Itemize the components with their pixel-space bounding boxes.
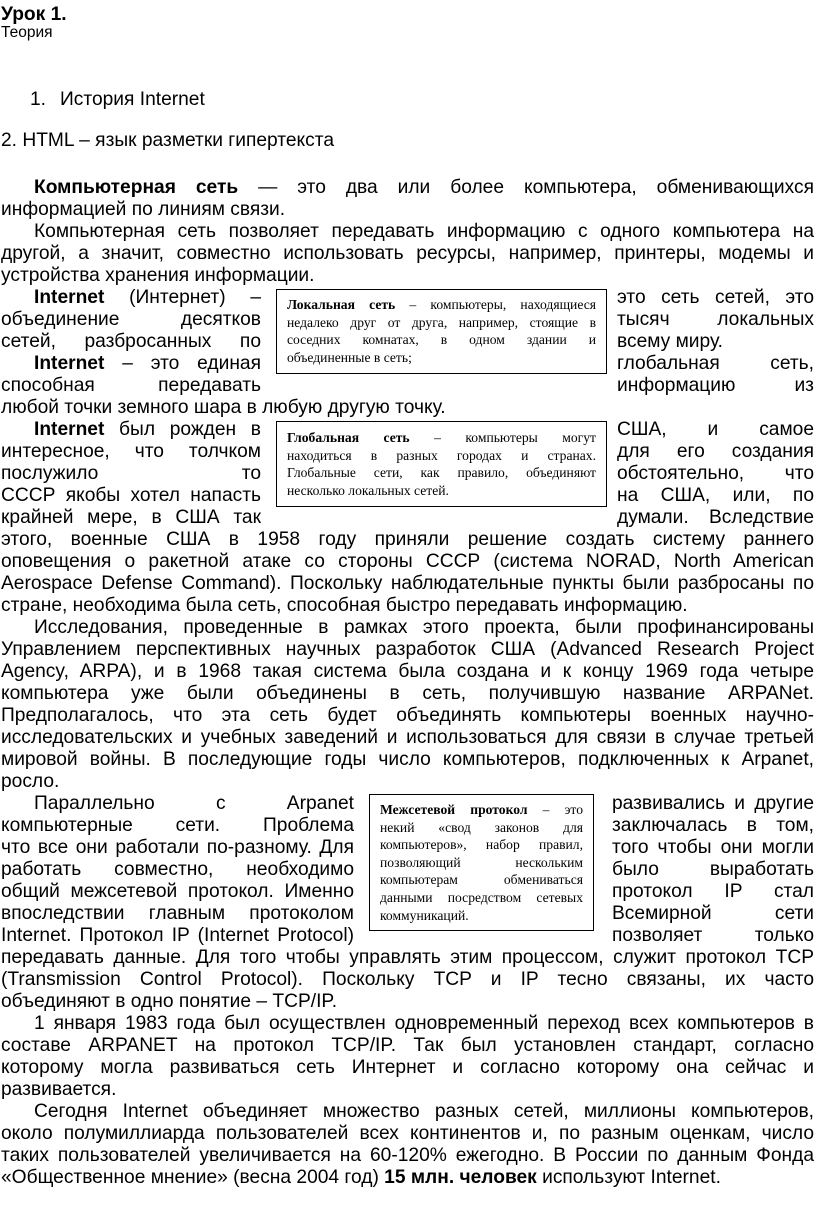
p2-line-3: устройства хранения информации. [1, 265, 315, 286]
p4-line-2-right: для его создания [617, 441, 814, 462]
p3-line-3-right: всему миру. [617, 331, 723, 352]
p6-line-9: (Transmission Control Protocol). Поскольку TCP и IP тесно связаны, их часто [1, 969, 814, 990]
box-local-line-2: недалеко друг от друга, например, стоящие в [287, 314, 596, 330]
p7-line-2: составе ARPANET на протокол TCP/IP. Так был установлен стандарт, согласно [1, 1035, 814, 1056]
p6-line-7-right: позволяет только [612, 925, 814, 946]
p3-line-5-right: информацию из [617, 375, 814, 396]
p8-line-4-end: используют Internet. [536, 1167, 721, 1188]
p2-line-1: Компьютерная сеть позволяет передавать информацию с одного компьютера на [34, 221, 814, 242]
p6-line-5-left: общий межсетевой протокол. Именно [1, 881, 354, 902]
box-local-line-4: объединенные в сеть; [287, 349, 412, 365]
definition-box-local-network [276, 289, 607, 374]
outline-item-2: 2. HTML – язык разметки гипертекста [1, 130, 334, 151]
box-global-line-4: несколько локальных сетей. [287, 482, 449, 498]
p5-line-8: росло. [1, 771, 60, 792]
p4-line-1-left [34, 419, 261, 441]
box-protocol-term: Межсетевой протокол [380, 802, 528, 817]
p4-line-5-left: крайней мере, в США так [1, 507, 261, 528]
box-protocol-line-5: компьютерам обмениваться [380, 872, 583, 888]
box-protocol-line-1-rest: – это [527, 802, 583, 817]
term-internet-3: Internet [34, 419, 105, 440]
p6-line-3-right: того чтобы они могли [612, 837, 814, 858]
p8-line-1: Сегодня Internet объединяет множество разных сетей, миллионы компьютеров, [34, 1101, 814, 1122]
p2-line-2: другой, а значит, совместно использовать ресурсы, например, принтеры, модемы и [1, 243, 814, 264]
outline-item-1-number: 1. [30, 89, 47, 110]
box-local-line-3: соседних комнатах, в одном здании и [287, 332, 596, 348]
outline-item-1: История Internet [60, 89, 205, 110]
p8-line-3: таких пользователей увеличивается на 60-120% ежегодно. В России по данным Фонда [1, 1145, 814, 1166]
box-local-line-1-rest: – компьютеры, находящиеся [395, 297, 596, 312]
p4-line-3-left: послужило то [1, 463, 261, 484]
p6-line-3-left: что все они работали по-разному. Для [1, 837, 354, 858]
p3-line-4-left [34, 353, 261, 375]
box-protocol-line-1 [380, 801, 583, 819]
p5-line-5: Предполагалось, что эта сеть будет объединять компьютеры военных научно- [1, 705, 814, 726]
p6-line-6-left: впоследствии главным протоколом [1, 903, 354, 924]
p3-line-2-left: объединение десятков [1, 309, 261, 330]
box-protocol-line-4: позволяющий нескольким [380, 854, 583, 870]
users-count-highlight: 15 млн. человек [384, 1167, 537, 1188]
p1-line-2: информацией по линиям связи. [1, 199, 286, 220]
p6-line-2-right: заключалась в том, [612, 815, 814, 836]
p6-line-4-left: работать совместно, необходимо [1, 859, 354, 880]
definition-box-internetwork-protocol [369, 794, 594, 931]
p1-line-1 [1, 177, 814, 199]
p3-line-4-left-rest: – это единая [104, 353, 261, 374]
p4-line-4-right: на США, или, по [617, 485, 814, 506]
p4-line-7: оповещения о ракетной атаке со стороны СССР (система NORAD, North American [1, 551, 814, 572]
p5-line-7: мировой войны. В последующие годы число компьютеров, подключенных к Arpanet, [1, 749, 814, 770]
box-global-line-1-rest: – компьютеры могут [409, 430, 596, 445]
box-global-line-2: находиться в разных городах и странах. [287, 447, 596, 463]
p5-line-1: Исследования, проведенные в рамках этого проекта, были профинансированы [34, 617, 814, 638]
box-protocol-line-3: компьютеров», набор правил, [380, 837, 583, 853]
p1-line-1-rest: — это два или более компьютера, обменивающихся [238, 177, 814, 198]
p4-line-1-left-rest: был рожден в [104, 419, 261, 440]
term-internet-2: Internet [34, 353, 105, 374]
p4-line-6: этого, военные США в 1958 году приняли решение создать систему раннего [1, 529, 814, 550]
p3-line-6: любой точки земного шара в любую другую точку. [1, 397, 446, 418]
p6-line-2-left: компьютерные сети. Проблема [1, 815, 354, 836]
p3-line-4-right: глобальная сеть, [617, 353, 814, 374]
p6-line-1-left: Параллельно с Arpanet [34, 793, 354, 814]
p6-line-5-right: протокол IP стал [612, 881, 814, 902]
box-protocol-line-7: коммуникаций. [380, 907, 469, 923]
p4-line-9: стране, необходима была сеть, способная быстро передавать информацию. [1, 595, 688, 616]
p3-line-2-right: тысяч локальных [617, 309, 814, 330]
p3-line-5-left: способная передавать [1, 375, 261, 396]
lesson-subtitle: Теория [1, 24, 53, 41]
p4-line-4-left: СССР якобы хотел напасть [1, 485, 261, 506]
p3-line-1-right: это сеть сетей, это [617, 287, 814, 308]
p3-line-1-left-rest: (Интернет) – [104, 287, 261, 308]
definition-box-global-network [276, 421, 607, 507]
p6-line-8: передавать данные. Для того чтобы управлять этим процессом, служит протокол TCP [1, 947, 814, 968]
p6-line-4-right: было выработать [612, 859, 814, 880]
p8-line-2: около полумиллиарда пользователей всех континентов и, по разным оценкам, число [1, 1123, 814, 1144]
p6-line-6-right: Всемирной сети [612, 903, 814, 924]
p7-line-1: 1 января 1983 года был осуществлен одновременный переход всех компьютеров в [34, 1013, 814, 1034]
p4-line-8: Aerospace Defense Command). Поскольку наблюдательные пункты были разбросаны по [1, 573, 814, 594]
box-global-line-3: Глобальные сети, как правило, объединяют [287, 465, 596, 481]
box-global-term: Глобальная сеть [287, 430, 410, 445]
p4-line-3-right: обстоятельно, что [617, 463, 814, 484]
box-protocol-line-6: данными посредством сетевых [380, 889, 583, 905]
p5-line-4: компьютера уже были объединены в сеть, получившую название ARPANet. [1, 683, 814, 704]
p8-line-4 [1, 1167, 721, 1189]
p6-line-7-left: Internet. Протокол IP (Internet Protocol) [1, 925, 354, 946]
p7-line-4: развивается. [1, 1079, 117, 1100]
p4-line-5-right: думали. Вследствие [617, 507, 814, 528]
p8-line-4-start: «Общественное мнение» (весна 2004 год) [1, 1167, 385, 1188]
box-global-line-1 [287, 429, 596, 447]
p6-line-10: объединяют в одно понятие – TCP/IP. [1, 991, 338, 1012]
lesson-title: Урок 1. [1, 4, 67, 25]
p6-line-1-right: развивались и другие [612, 793, 814, 814]
p4-line-2-left: интересное, что толчком [1, 441, 261, 462]
term-internet: Internet [34, 287, 105, 308]
p5-line-3: Agency, ARPA), и в 1968 такая система была создана и к концу 1969 года четыре [1, 661, 814, 682]
box-local-term: Локальная сеть [287, 297, 396, 312]
p4-line-1-right: США, и самое [617, 419, 814, 440]
box-local-line-1 [287, 296, 596, 314]
p3-line-3-left: сетей, разбросанных по [1, 331, 261, 352]
term-computer-network: Компьютерная сеть [34, 177, 239, 198]
p5-line-2: Управлением перспективных научных разработок США (Advanced Research Project [1, 639, 814, 660]
box-protocol-line-2: некий «свод законов для [380, 819, 583, 835]
p3-line-1-left [34, 287, 261, 309]
p7-line-3: которому могла развиваться сеть Интернет и согласно которому она сейчас и [1, 1057, 814, 1078]
p5-line-6: исследовательских и учебных заведений и использоваться для связи в случае третьей [1, 727, 814, 748]
